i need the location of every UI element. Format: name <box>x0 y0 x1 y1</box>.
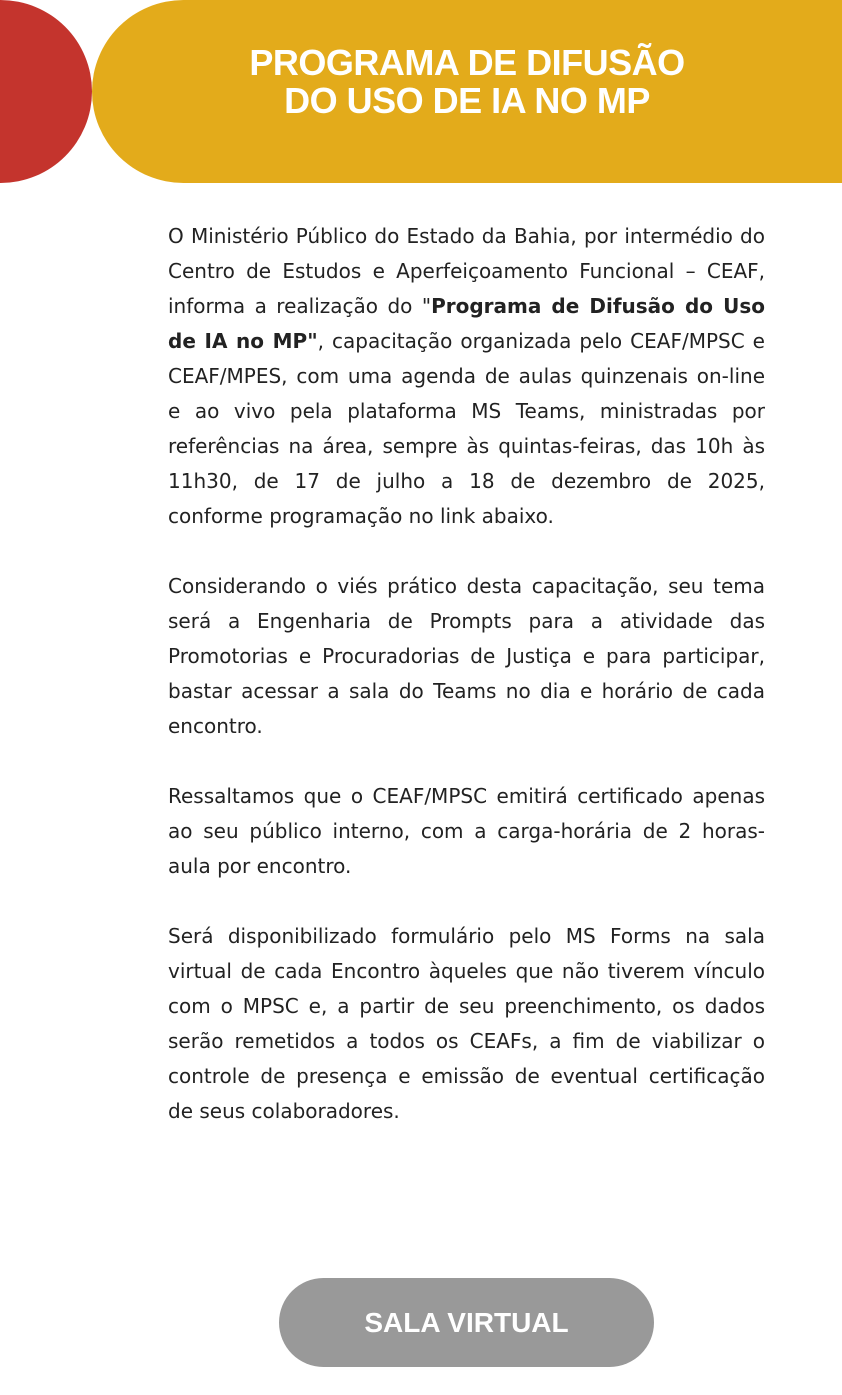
text: , capacitação organizada pelo CEAF/MPSC e CEAF/MPES, com uma agenda de aulas quinzenais on-line e ao vivo pela plataforma MS Teams, ministradas por referências na área, sempre às quintas-feiras, das 10h às 11h30, de 17 de julho a 18 de dezembro de 2025, conforme programação no link abaixo. <box>168 329 765 528</box>
paragraph-certificate: Ressaltamos que o CEAF/MPSC emitirá certificado apenas ao seu público interno, com a carga-horária de 2 horas-aula por encontro. <box>168 784 765 878</box>
text: O Ministério Público do Estado da Bahia, por intermédio do Centro de Estudos e Aperfeiçoamento Funcional – CEAF, informa a realização do " <box>168 224 765 318</box>
title-line-2: DO USO DE IA NO MP <box>284 80 650 121</box>
program-name: Programa de Difusão do Uso de IA no MP" <box>168 294 765 353</box>
title-line-1: PROGRAMA DE DIFUSÃO <box>249 42 685 83</box>
paragraph-theme: Considerando o viés prático desta capacitação, seu tema será a Engenharia de Prompts para a atividade das Promotorias e Procuradorias de Justiça e para participar, bastar acessar a sala do Teams no dia e horário de cada encontro. <box>168 574 765 738</box>
red-circle-decoration <box>0 0 92 183</box>
paragraph-intro <box>168 219 765 534</box>
page-title <box>92 44 842 120</box>
paragraph-forms: Será disponibilizado formulário pelo MS Forms na sala virtual de cada Encontro àqueles que não tiverem vínculo com o MPSC e, a partir de seu preenchimento, os dados serão remetidos a todos os CEAFs, a fim de viabilizar o controle de presença e emissão de eventual certificação de seus colaboradores. <box>168 924 765 1123</box>
body-content <box>168 219 765 1164</box>
sala-virtual-button[interactable]: SALA VIRTUAL <box>279 1278 654 1367</box>
